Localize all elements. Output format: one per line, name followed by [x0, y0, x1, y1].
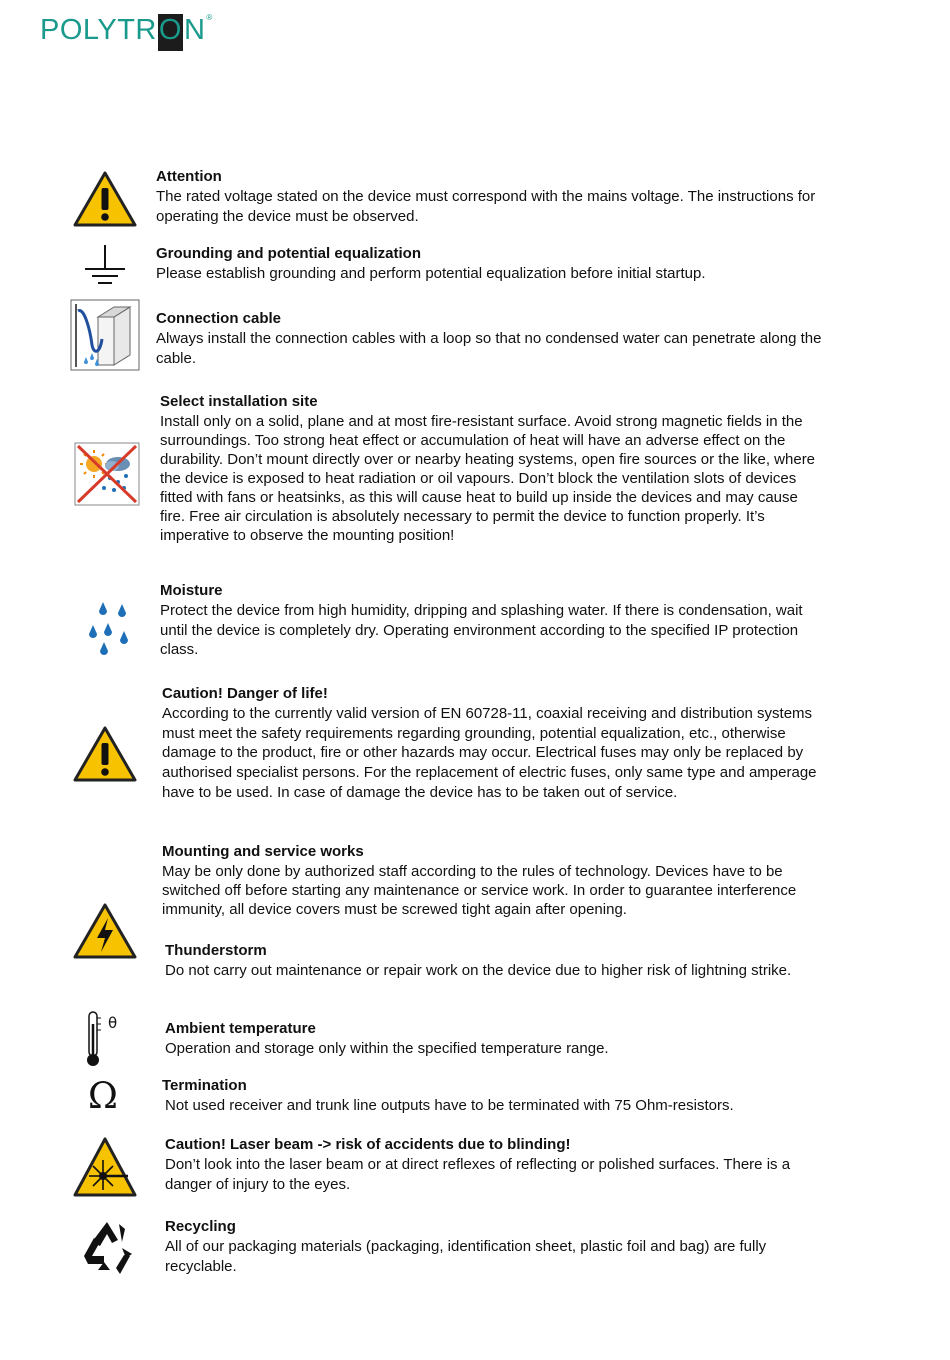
entry-thunderstorm: [165, 941, 830, 981]
entry-attention: [156, 167, 836, 226]
entry-text: Not used receiver and trunk line outputs have to be terminated with 75 Ohm-resistors.: [165, 1097, 734, 1114]
recycling-icon: [78, 1218, 136, 1276]
entry-title: Ambient temperature: [165, 1020, 316, 1037]
entry-text: According to the currently valid version of EN 60728-11, coaxial receiving and distribution systems must meet the safety requirements regarding grounding, potential equalization, etc., otherwise damage to the product, fire or other hazards may occur. Electrical fuses may only be replaced by authorised specialist persons. For the replacement of electric fuses, only same type and amperage have to be used. In case of damage the device has to be taken out of service.: [162, 705, 817, 801]
entry-text: May be only done by authorized staff according to the rules of technology. Devices have to be switched off before starting any maintenance or service work. In order to guarantee interference immunity, all device covers must be screwed tight again after opening.: [162, 863, 797, 918]
entry-title: Mounting and service works: [162, 843, 364, 860]
water-drops-icon: [84, 600, 132, 658]
entry-title: Connection cable: [156, 310, 282, 327]
high-voltage-icon: [72, 902, 138, 960]
entry-moisture: [160, 581, 830, 660]
entry-ambient-temperature: [165, 1019, 830, 1059]
entry-title: Caution! Laser beam -> risk of accidents due to blinding!: [165, 1136, 571, 1153]
entry-termination: [162, 1076, 842, 1116]
entry-connection-cable: [156, 309, 836, 368]
entry-laser-beam: [165, 1135, 825, 1194]
ohm-icon: Ω: [88, 1076, 118, 1117]
entry-title: Grounding and potential equalization: [156, 245, 421, 262]
entry-text: Don’t look into the laser beam or at direct reflexes of reflecting or polished surfaces. There is a danger of injury to the eyes.: [165, 1156, 791, 1193]
brand-logo: [40, 14, 212, 51]
entry-text: Install only on a solid, plane and at most fire-resistant surface. Avoid strong magnetic fields in the surroundings. Too strong heat effect or accumulation of heat will have an adverse effect on the durability. Don’t mount directly over or nearby heating systems, open fire sources or the like, where the device is exposed to heat radiation or oil vapours. Don’t block the ventilation slots of devices fitted with fans or heatsinks, as this will cause heat to build up inside the devices and may cause fire. Free air circulation is absolutely necessary to permit the device to function properly. It’s imperative to observe the mounting position!: [160, 413, 816, 544]
entry-title: Moisture: [160, 582, 223, 599]
cable-loop-icon: [70, 299, 140, 371]
entry-title: Caution! Danger of life!: [162, 685, 328, 702]
entry-installation-site: [160, 392, 820, 545]
brand-logo-part-c: N: [183, 14, 206, 46]
entry-title: Recycling: [165, 1218, 236, 1235]
entry-text: Operation and storage only within the specified temperature range.: [165, 1040, 609, 1057]
entry-title: Termination: [162, 1077, 247, 1094]
ground-symbol-icon: [82, 243, 128, 289]
entry-text: Please establish grounding and perform potential equalization before initial startup.: [156, 265, 706, 282]
entry-mounting-service: [162, 842, 837, 919]
brand-logo-part-a: POLYTR: [40, 14, 157, 46]
theta-symbol: θ: [108, 1014, 118, 1032]
entry-recycling: [165, 1217, 825, 1276]
entry-text: The rated voltage stated on the device must correspond with the mains voltage. The instructions for operating the device must be observed.: [156, 188, 816, 225]
registered-mark: ®: [206, 13, 213, 22]
entry-danger-of-life: [162, 684, 830, 803]
brand-logo-boxed-letter: O: [158, 14, 183, 51]
laser-warning-icon: [72, 1136, 138, 1198]
warning-triangle-icon: [72, 725, 138, 783]
entry-text: Always install the connection cables with a loop so that no condensed water can penetrate along the cable.: [156, 330, 822, 367]
warning-triangle-icon: [72, 170, 138, 228]
entry-text: All of our packaging materials (packaging, identification sheet, plastic foil and bag) are fully recyclable.: [165, 1238, 767, 1275]
no-sun-no-rain-icon: [74, 442, 140, 506]
entry-grounding: [156, 244, 836, 284]
entry-title: Select installation site: [160, 393, 318, 410]
entry-text: Protect the device from high humidity, dripping and splashing water. If there is condensation, wait until the device is completely dry. Operating environment according to the specified IP protection class.: [160, 602, 803, 659]
entry-title: Attention: [156, 168, 222, 185]
entry-title: Thunderstorm: [165, 942, 267, 959]
entry-text: Do not carry out maintenance or repair work on the device due to higher risk of lightning strike.: [165, 962, 792, 979]
